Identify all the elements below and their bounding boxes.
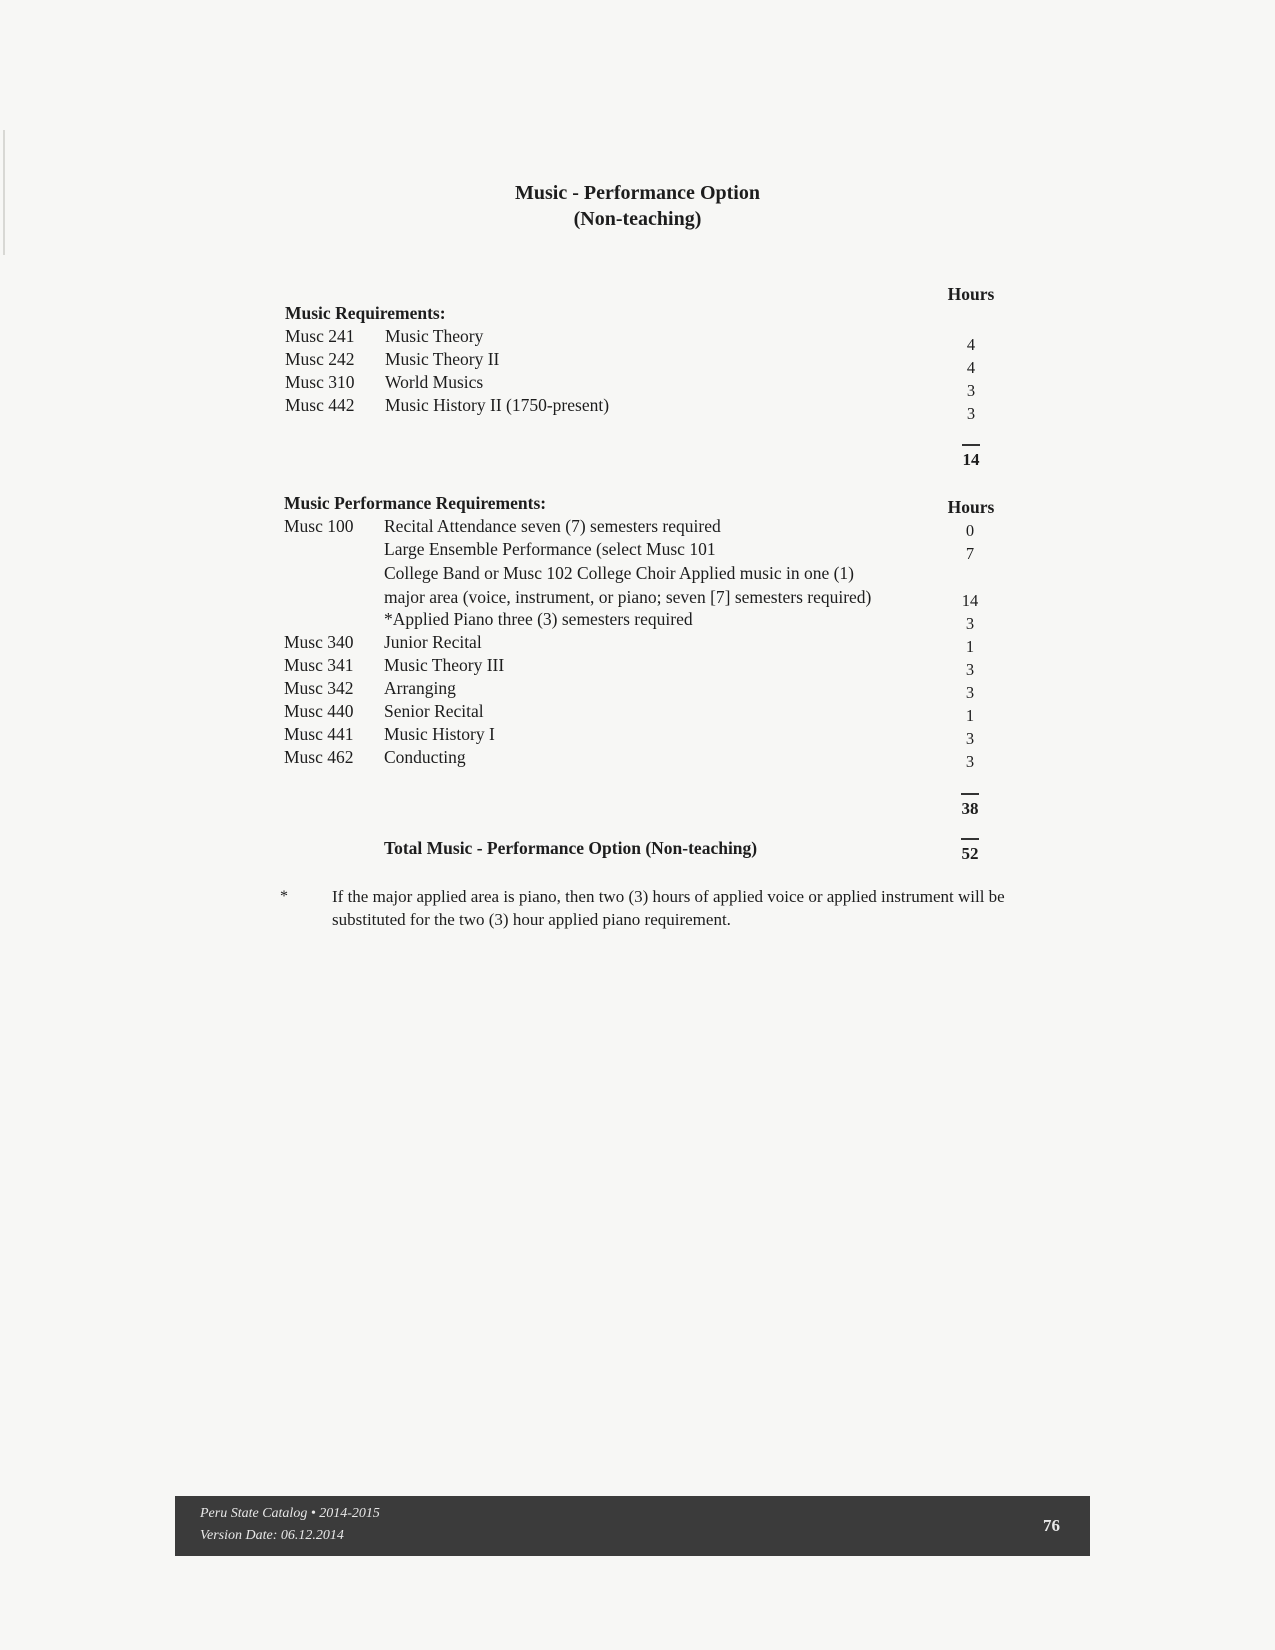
hours-heading-music: Hours bbox=[947, 284, 995, 304]
course-code: Musc 442 bbox=[285, 395, 355, 415]
course-code: Musc 342 bbox=[284, 678, 354, 698]
footnote-mark: * bbox=[280, 888, 288, 905]
course-title: major area (voice, instrument, or piano; seven [7] semesters required) bbox=[384, 587, 872, 607]
course-hours: 14 bbox=[961, 591, 979, 610]
course-code: Musc 310 bbox=[285, 372, 355, 392]
course-hours: 1 bbox=[965, 637, 975, 656]
course-hours: 3 bbox=[965, 660, 975, 679]
course-title: World Musics bbox=[385, 372, 484, 392]
course-code: Musc 242 bbox=[285, 349, 355, 369]
footnote-text: If the major applied area is piano, then two (3) hours of applied voice or applied instrument will be substituted for the two (3) hour applied piano requirement. bbox=[332, 887, 1005, 929]
course-hours: 3 bbox=[965, 614, 975, 633]
page-number: 76 bbox=[1043, 1516, 1060, 1535]
subtotal-rule bbox=[962, 444, 980, 446]
page-title: Music - Performance Option bbox=[515, 182, 760, 204]
footer-bar bbox=[175, 1496, 1090, 1556]
course-code: Musc 462 bbox=[284, 747, 354, 767]
footer-version-date: Version Date: 06.12.2014 bbox=[200, 1528, 344, 1543]
course-title: Junior Recital bbox=[384, 632, 482, 652]
course-hours: 1 bbox=[965, 706, 975, 725]
course-hours: 3 bbox=[965, 683, 975, 702]
course-title: *Applied Piano three (3) semesters required bbox=[384, 609, 693, 629]
total-label: Total Music - Performance Option (Non-teaching) bbox=[384, 838, 758, 858]
course-title: Recital Attendance seven (7) semesters required bbox=[384, 516, 721, 536]
subtotal-hours-music: 14 bbox=[962, 450, 980, 469]
course-title: Music Theory II bbox=[385, 349, 500, 369]
page-subtitle: (Non-teaching) bbox=[573, 208, 702, 230]
course-title: Conducting bbox=[384, 747, 466, 767]
course-hours: 4 bbox=[966, 358, 976, 377]
total-hours: 52 bbox=[961, 844, 979, 863]
course-code: Musc 100 bbox=[284, 516, 354, 536]
course-hours: 3 bbox=[966, 381, 976, 400]
footer-catalog: Peru State Catalog • 2014-2015 bbox=[200, 1506, 380, 1521]
course-hours: 3 bbox=[965, 752, 975, 771]
total-rule bbox=[961, 838, 979, 840]
hours-heading-performance: Hours bbox=[947, 497, 995, 517]
course-hours: 3 bbox=[966, 404, 976, 423]
course-title: Arranging bbox=[384, 678, 456, 698]
section-heading-music-requirements: Music Requirements: bbox=[285, 303, 446, 323]
course-title: Music History II (1750-present) bbox=[385, 395, 610, 415]
course-hours: 0 bbox=[965, 521, 975, 540]
course-title: Music Theory bbox=[385, 326, 484, 346]
course-code: Musc 340 bbox=[284, 632, 354, 652]
subtotal-hours-performance: 38 bbox=[961, 799, 979, 818]
course-hours: 3 bbox=[965, 729, 975, 748]
page-title-block bbox=[0, 180, 1275, 232]
course-code: Musc 241 bbox=[285, 326, 355, 346]
course-code: Musc 341 bbox=[284, 655, 354, 675]
course-code: Musc 441 bbox=[284, 724, 354, 744]
course-title: Music Theory III bbox=[384, 655, 505, 675]
course-title: Senior Recital bbox=[384, 701, 484, 721]
course-hours: 7 bbox=[965, 544, 975, 563]
course-title: College Band or Musc 102 College Choir Applied music in one (1) bbox=[384, 563, 855, 583]
course-code: Musc 440 bbox=[284, 701, 354, 721]
section-heading-performance-requirements: Music Performance Requirements: bbox=[284, 493, 547, 513]
course-hours: 4 bbox=[966, 335, 976, 354]
course-title: Music History I bbox=[384, 724, 495, 744]
subtotal-rule bbox=[961, 793, 979, 795]
course-title: Large Ensemble Performance (select Musc 101 bbox=[384, 539, 716, 559]
